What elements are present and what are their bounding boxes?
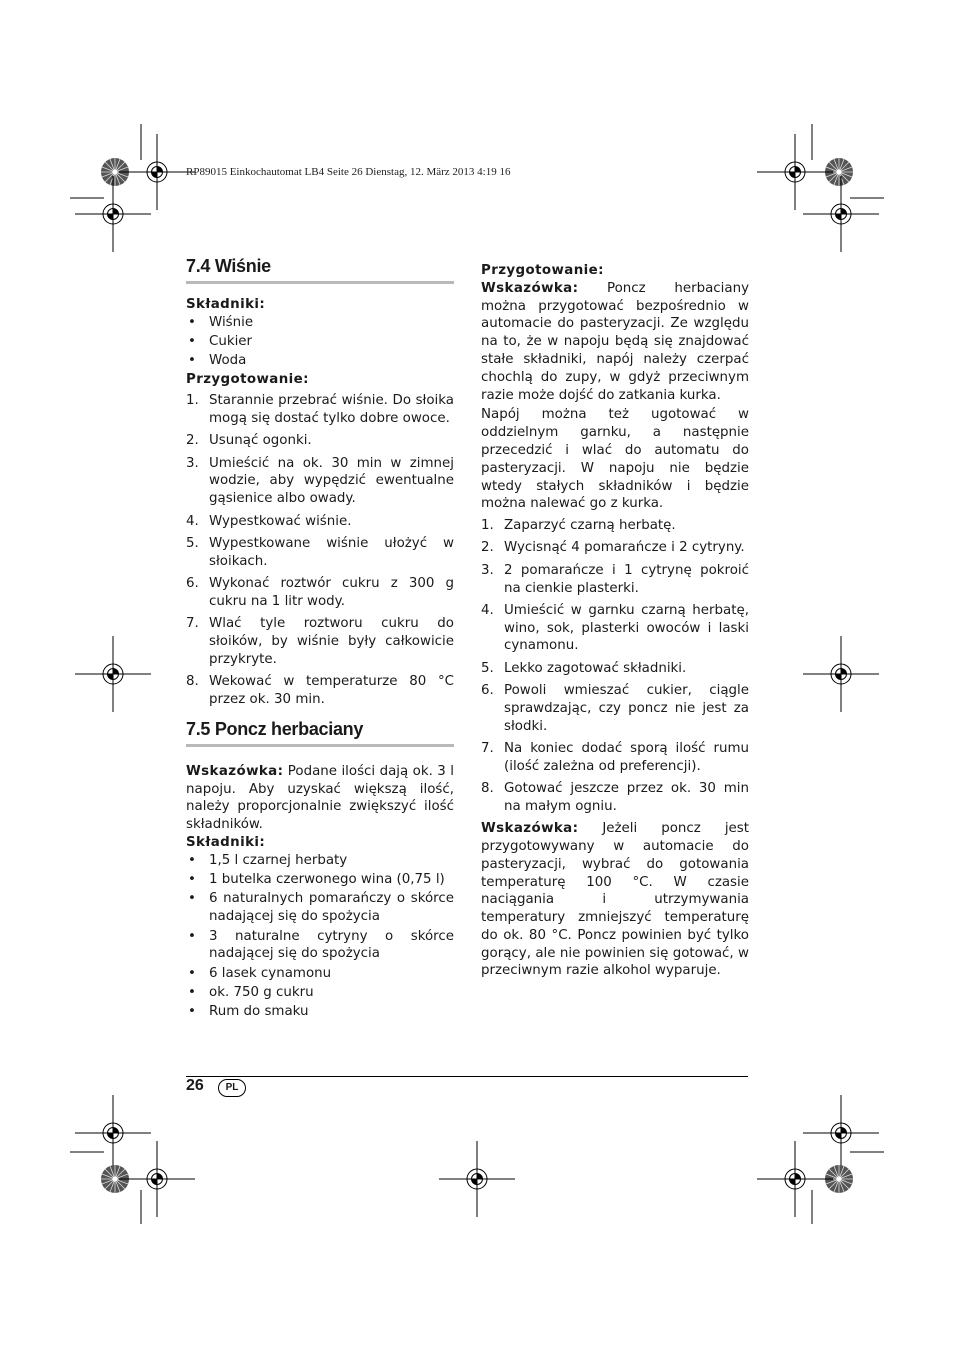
list-item: 7. Wlać tyle roztworu cukru do słoików, by wiśnie były całkowicie przykryte. <box>186 616 454 667</box>
list-item: • ok. 750 g cukru <box>186 984 454 1002</box>
registration-mark <box>803 1095 879 1171</box>
page-number: 26 <box>186 1077 204 1094</box>
list-item: 4. Umieścić w garnku czarną herbatę, wino, sok, plasterki owoców i laski cynamonu. <box>481 602 749 654</box>
list-item: 6. Powoli wmieszać cukier, ciągle sprawdzając, czy poncz nie jest za słodki. <box>481 683 749 734</box>
print-slug: RP89015 Einkochautomat LB4 Seite 26 Dienstag, 12. März 2013 4:19 16 <box>186 166 511 178</box>
registration-mark <box>75 176 151 252</box>
ingredients-label: Składniki: <box>186 835 266 851</box>
list-item: 8. Gotować jeszcze przez ok. 30 min na małym ogniu. <box>481 781 749 814</box>
preparation-label: Przygotowanie: <box>186 372 309 388</box>
list-item: 6. Wykonać roztwór cukru z 300 g cukru na 1 litr wody. <box>186 575 454 609</box>
right-column <box>481 262 749 980</box>
list-item: • 1 butelka czerwonego wina (0,75 l) <box>186 871 454 889</box>
language-badge: PL <box>218 1079 246 1097</box>
registration-mark <box>439 1141 515 1217</box>
left-column <box>186 258 454 1022</box>
footer-rule <box>186 1076 748 1077</box>
section-heading-7-4: 7.4 Wiśnie <box>186 258 454 284</box>
list-item: 8. Wekować w temperaturze 80 °C przez ok. 30 min. <box>186 673 454 707</box>
step-list <box>481 517 749 815</box>
list-item: • Rum do smaku <box>186 1003 454 1021</box>
section-heading-7-5: 7.5 Poncz herbaciany <box>186 721 454 747</box>
registration-mark <box>757 134 833 210</box>
list-item: 1. Starannie przebrać wiśnie. Do słoika mogą się dostać tylko dobre owoce. <box>186 393 454 427</box>
registration-mark <box>803 176 879 252</box>
list-item: 1. Zaparzyć czarną herbatę. <box>481 518 676 534</box>
list-item: 7. Na koniec dodać sporą ilość rumu (ilość zależna od preferencji). <box>481 740 749 774</box>
list-item: 3. 2 pomarańcze i 1 cytrynę pokroić na cienkie plasterki. <box>481 562 749 596</box>
registration-mark <box>803 636 879 712</box>
ingredient-list <box>186 852 454 1021</box>
registration-mark <box>119 1141 195 1217</box>
list-item: 2. Wycisnąć 4 pomarańcze i 2 cytryny. <box>481 540 745 556</box>
registration-mark <box>75 1095 151 1171</box>
registration-mark <box>75 636 151 712</box>
list-item: • 1,5 l czarnej herbaty <box>186 852 454 870</box>
list-item: 5. Wypestkowane wiśnie ułożyć w słoikach. <box>186 535 454 569</box>
ingredient-list <box>186 314 454 370</box>
note-paragraph: Wskazówka: Jeżeli poncz jest przygotowywany w automacie do pasteryzacji, wybrać do gotowania temperaturę 100 °C. W czasie naciągania i utrzymywania temperatury zmniejszyć temperaturę do ok. 80 °C. Poncz powinien być tylko gorący, ale nie powinien się gotować, w przeciwnym razie alkohol wyparuje. <box>481 821 749 979</box>
note-paragraph: Wskazówka: Podane ilości dają ok. 3 l napoju. Aby uzyskać większą ilość, należy proporcjonalnie zwiększyć ilość składników. <box>186 763 454 833</box>
list-item: • Wiśnie <box>186 314 454 332</box>
list-item: • Woda <box>186 352 454 370</box>
preparation-label: Przygotowanie: <box>481 263 604 278</box>
list-item: • 3 naturalne cytryny o skórce nadającej się do spożycia <box>186 928 454 964</box>
registration-mark <box>757 1141 833 1217</box>
list-item: 5. Lekko zagotować składniki. <box>481 660 687 676</box>
note-paragraph: Wskazówka: Poncz herbaciany można przygotować bezpośrednio w automacie do pasteryzacji. Ze względu na to, że w napoju będą się znajdować stałe składniki, napój należy czerpać chochlą do zupy, w gdyż przeciwnym razie może dojść do zatkania kurka. <box>481 280 749 403</box>
list-item: • 6 lasek cynamonu <box>186 965 454 983</box>
body-paragraph: Napój można też ugotować w oddzielnym garnku, a następnie przecedzić i wlać do automatu do pasteryzacji. W napoju nie będzie wtedy stałych składników i będzie można nalewać go z kurka. <box>481 407 749 512</box>
step-list <box>186 392 454 708</box>
list-item: 2. Usunąć ogonki. <box>186 433 312 449</box>
list-item: • Cukier <box>186 333 454 351</box>
list-item: 4. Wypestkować wiśnie. <box>186 513 352 529</box>
list-item: • 6 naturalnych pomarańczy o skórce nadającej się do spożycia <box>186 890 454 926</box>
registration-mark <box>119 134 195 210</box>
list-item: 3. Umieścić na ok. 30 min w zimnej wodzie, aby wypędzić ewentualne gąsienice albo owady. <box>186 455 454 507</box>
ingredients-label: Składniki: <box>186 296 266 312</box>
